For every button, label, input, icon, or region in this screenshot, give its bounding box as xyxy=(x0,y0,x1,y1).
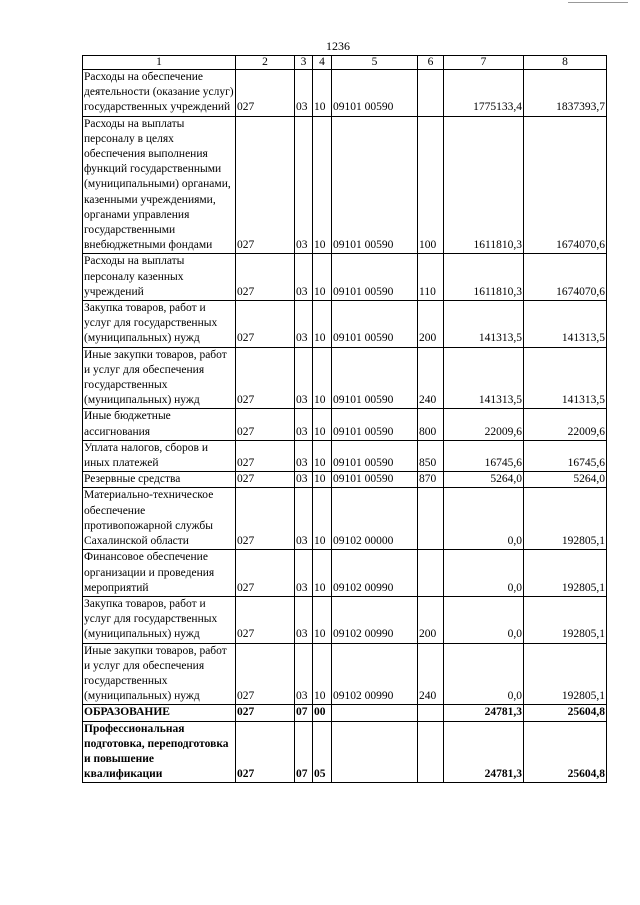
amount-year2-cell: 192805,1 xyxy=(524,550,607,597)
amount-year2-cell: 192805,1 xyxy=(524,488,607,550)
expense-type-cell: 800 xyxy=(418,409,444,440)
target-article-cell: 09102 00000 xyxy=(332,488,418,550)
row-name-cell: Резервные средства xyxy=(83,472,236,488)
table-row xyxy=(83,550,607,597)
table-row xyxy=(83,70,607,117)
row-name-cell: ОБРАЗОВАНИЕ xyxy=(83,705,236,721)
amount-year1-cell: 1611810,3 xyxy=(444,254,524,301)
amount-year2-cell: 25604,8 xyxy=(524,721,607,783)
row-name-cell: Закупка товаров, работ и услуг для государственных (муниципальных) нужд xyxy=(83,596,236,643)
ministry-code-cell: 027 xyxy=(236,347,295,409)
target-article-cell: 09102 00990 xyxy=(332,596,418,643)
ministry-code-cell: 027 xyxy=(236,409,295,440)
amount-year1-cell: 1775133,4 xyxy=(444,70,524,117)
amount-year2-cell: 1674070,6 xyxy=(524,116,607,254)
target-article-cell xyxy=(332,721,418,783)
subsection-code-cell: 10 xyxy=(313,596,332,643)
subsection-code-cell: 10 xyxy=(313,550,332,597)
section-code-cell: 03 xyxy=(295,440,313,471)
top-rule xyxy=(568,2,628,3)
row-name-cell: Профессиональная подготовка, переподготовка и повышение квалификации xyxy=(83,721,236,783)
amount-year1-cell: 24781,3 xyxy=(444,721,524,783)
subsection-code-cell: 10 xyxy=(313,116,332,254)
subsection-code-cell: 05 xyxy=(313,721,332,783)
ministry-code-cell: 027 xyxy=(236,705,295,721)
section-code-cell: 03 xyxy=(295,596,313,643)
header-cell: 8 xyxy=(524,56,607,70)
expense-type-cell: 200 xyxy=(418,301,444,348)
expense-type-cell xyxy=(418,70,444,117)
header-cell: 1 xyxy=(83,56,236,70)
subsection-code-cell: 10 xyxy=(313,254,332,301)
amount-year2-cell: 25604,8 xyxy=(524,705,607,721)
page-number: 1236 xyxy=(326,39,350,53)
amount-year2-cell: 1674070,6 xyxy=(524,254,607,301)
row-name-cell: Иные закупки товаров, работ и услуг для обеспечения государственных (муниципальных) нужд xyxy=(83,643,236,705)
ministry-code-cell: 027 xyxy=(236,643,295,705)
amount-year1-cell: 141313,5 xyxy=(444,301,524,348)
section-code-cell: 03 xyxy=(295,347,313,409)
table-row xyxy=(83,254,607,301)
expense-type-cell: 200 xyxy=(418,596,444,643)
table-row xyxy=(83,347,607,409)
section-code-cell: 07 xyxy=(295,705,313,721)
expense-type-cell xyxy=(418,705,444,721)
target-article-cell: 09101 00590 xyxy=(332,347,418,409)
row-name-cell: Материально-техническое обеспечение противопожарной службы Сахалинской области xyxy=(83,488,236,550)
expense-type-cell xyxy=(418,721,444,783)
amount-year1-cell: 24781,3 xyxy=(444,705,524,721)
row-name-cell: Иные бюджетные ассигнования xyxy=(83,409,236,440)
expense-type-cell: 110 xyxy=(418,254,444,301)
target-article-cell: 09102 00990 xyxy=(332,643,418,705)
expense-type-cell: 850 xyxy=(418,440,444,471)
target-article-cell: 09102 00990 xyxy=(332,550,418,597)
table-body xyxy=(83,56,607,783)
amount-year1-cell: 1611810,3 xyxy=(444,116,524,254)
target-article-cell: 09101 00590 xyxy=(332,116,418,254)
header-row xyxy=(83,56,607,70)
ministry-code-cell: 027 xyxy=(236,70,295,117)
ministry-code-cell: 027 xyxy=(236,254,295,301)
table-row xyxy=(83,643,607,705)
section-code-cell: 03 xyxy=(295,409,313,440)
ministry-code-cell: 027 xyxy=(236,721,295,783)
section-code-cell: 03 xyxy=(295,550,313,597)
table-row xyxy=(83,116,607,254)
table-row xyxy=(83,301,607,348)
expense-type-cell: 240 xyxy=(418,347,444,409)
row-name-cell: Закупка товаров, работ и услуг для государственных (муниципальных) нужд xyxy=(83,301,236,348)
section-code-cell: 03 xyxy=(295,488,313,550)
amount-year1-cell: 16745,6 xyxy=(444,440,524,471)
budget-table xyxy=(82,55,607,783)
expense-type-cell: 240 xyxy=(418,643,444,705)
amount-year1-cell: 5264,0 xyxy=(444,472,524,488)
section-code-cell: 07 xyxy=(295,721,313,783)
amount-year2-cell: 141313,5 xyxy=(524,347,607,409)
amount-year2-cell: 16745,6 xyxy=(524,440,607,471)
header-cell: 3 xyxy=(295,56,313,70)
header-cell: 4 xyxy=(313,56,332,70)
amount-year2-cell: 192805,1 xyxy=(524,643,607,705)
header-cell: 2 xyxy=(236,56,295,70)
target-article-cell: 09101 00590 xyxy=(332,254,418,301)
row-name-cell: Расходы на выплаты персоналу казенных учреждений xyxy=(83,254,236,301)
section-code-cell: 03 xyxy=(295,472,313,488)
amount-year1-cell: 22009,6 xyxy=(444,409,524,440)
table-row xyxy=(83,472,607,488)
amount-year1-cell: 141313,5 xyxy=(444,347,524,409)
section-code-cell: 03 xyxy=(295,70,313,117)
expense-type-cell xyxy=(418,488,444,550)
subsection-code-cell: 10 xyxy=(313,347,332,409)
target-article-cell: 09101 00590 xyxy=(332,472,418,488)
target-article-cell: 09101 00590 xyxy=(332,409,418,440)
table-row xyxy=(83,440,607,471)
row-name-cell: Финансовое обеспечение организации и проведения мероприятий xyxy=(83,550,236,597)
amount-year2-cell: 5264,0 xyxy=(524,472,607,488)
target-article-cell: 09101 00590 xyxy=(332,440,418,471)
amount-year2-cell: 22009,6 xyxy=(524,409,607,440)
table-row xyxy=(83,705,607,721)
expense-type-cell: 100 xyxy=(418,116,444,254)
target-article-cell: 09101 00590 xyxy=(332,301,418,348)
section-code-cell: 03 xyxy=(295,116,313,254)
header-cell: 5 xyxy=(332,56,418,70)
table-row xyxy=(83,721,607,783)
row-name-cell: Иные закупки товаров, работ и услуг для обеспечения государственных (муниципальных) нужд xyxy=(83,347,236,409)
subsection-code-cell: 10 xyxy=(313,301,332,348)
ministry-code-cell: 027 xyxy=(236,440,295,471)
header-cell: 6 xyxy=(418,56,444,70)
ministry-code-cell: 027 xyxy=(236,472,295,488)
section-code-cell: 03 xyxy=(295,643,313,705)
table-row xyxy=(83,409,607,440)
amount-year2-cell: 192805,1 xyxy=(524,596,607,643)
ministry-code-cell: 027 xyxy=(236,596,295,643)
expense-type-cell: 870 xyxy=(418,472,444,488)
subsection-code-cell: 10 xyxy=(313,409,332,440)
target-article-cell: 09101 00590 xyxy=(332,70,418,117)
subsection-code-cell: 00 xyxy=(313,705,332,721)
subsection-code-cell: 10 xyxy=(313,440,332,471)
row-name-cell: Расходы на обеспечение деятельности (оказание услуг) государственных учреждений xyxy=(83,70,236,117)
expense-type-cell xyxy=(418,550,444,597)
ministry-code-cell: 027 xyxy=(236,116,295,254)
subsection-code-cell: 10 xyxy=(313,643,332,705)
table-row xyxy=(83,488,607,550)
amount-year2-cell: 141313,5 xyxy=(524,301,607,348)
amount-year2-cell: 1837393,7 xyxy=(524,70,607,117)
amount-year1-cell: 0,0 xyxy=(444,488,524,550)
header-cell: 7 xyxy=(444,56,524,70)
amount-year1-cell: 0,0 xyxy=(444,596,524,643)
subsection-code-cell: 10 xyxy=(313,488,332,550)
ministry-code-cell: 027 xyxy=(236,301,295,348)
row-name-cell: Расходы на выплаты персоналу в целях обеспечения выполнения функций государственными (муниципальными) органами, казенными учреждениями, органами управления государственными внебюджетными фондами xyxy=(83,116,236,254)
ministry-code-cell: 027 xyxy=(236,550,295,597)
row-name-cell: Уплата налогов, сборов и иных платежей xyxy=(83,440,236,471)
table-row xyxy=(83,596,607,643)
target-article-cell xyxy=(332,705,418,721)
amount-year1-cell: 0,0 xyxy=(444,550,524,597)
subsection-code-cell: 10 xyxy=(313,472,332,488)
amount-year1-cell: 0,0 xyxy=(444,643,524,705)
section-code-cell: 03 xyxy=(295,254,313,301)
section-code-cell: 03 xyxy=(295,301,313,348)
ministry-code-cell: 027 xyxy=(236,488,295,550)
subsection-code-cell: 10 xyxy=(313,70,332,117)
